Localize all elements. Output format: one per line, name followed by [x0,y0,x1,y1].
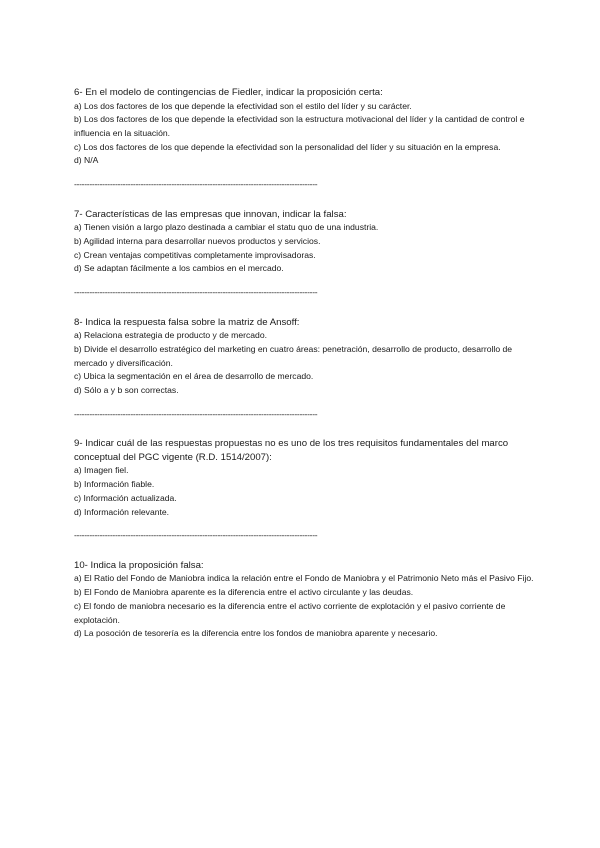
question-10 [74,559,534,641]
question-title: 8- Indica la respuesta falsa sobre la matriz de Ansoff: [74,316,300,328]
option-a: a) Tienen visión a largo plazo destinada a cambiar el statu quo de una industria. [74,222,379,233]
question-8 [74,316,534,398]
option-a: a) Relaciona estrategia de producto y de mercado. [74,330,267,341]
option-d: d) N/A [74,155,99,166]
option-b: b) El Fondo de Maniobra aparente es la diferencia entre el activo circulante y las deudas. [74,587,414,598]
option-a: a) Imagen fiel. [74,465,129,476]
question-title: 9- Indicar cuál de las respuestas propuestas no es uno de los tres requisitos fundamentales del marco conceptual del PGC vigente (R.D. 1514/2007): [74,438,509,463]
question-title: 6- En el modelo de contingencias de Fiedler, indicar la proposición certa: [74,87,383,98]
option-d: d) Información relevante. [74,506,170,517]
question-title: 7- Características de las empresas que innovan, indicar la falsa: [74,208,347,220]
document-page [74,86,534,641]
question-6 [74,86,534,168]
separator-line: ----------------------------------------------------------------------------------------------- [74,530,318,541]
option-c: c) Ubica la segmentación en el área de desarrollo de mercado. [74,371,314,382]
option-b: b) Información fiable. [74,479,155,490]
option-b: b) Los dos factores de los que depende la efectividad son la estructura motivacional del líder y la cantidad de control e influencia en la situación. [74,114,525,138]
separator-line: ----------------------------------------------------------------------------------------------- [74,408,318,419]
option-d: d) Se adaptan fácilmente a los cambios en el mercado. [74,263,284,274]
option-b: b) Agilidad interna para desarrollar nuevos productos y servicios. [74,235,321,246]
question-9 [74,437,534,519]
option-c: c) Crean ventajas competitivas completamente improvisadoras. [74,249,316,260]
option-c: c) El fondo de maniobra necesario es la diferencia entre el activo corriente de explotación y el pasivo corriente de explotación. [74,600,506,625]
option-a: a) El Ratio del Fondo de Maniobra indica la relación entre el Fondo de Maniobra y el Patrimonio Neto más el Pasivo Fijo. [74,573,534,584]
option-c: c) Información actualizada. [74,492,177,503]
option-c: c) Los dos factores de los que depende la efectividad son la personalidad del líder y su situación en la empresa. [74,141,501,152]
separator-line: ----------------------------------------------------------------------------------------------- [74,179,318,190]
separator-line: ----------------------------------------------------------------------------------------------- [74,287,318,298]
option-a: a) Los dos factores de los que depende la efectividad son el estilo del líder y su carácter. [74,100,412,111]
question-7 [74,208,534,276]
option-d: d) La posoción de tesorería es la diferencia entre los fondos de maniobra aparente y necesario. [74,628,438,639]
option-d: d) Sólo a y b son correctas. [74,385,179,396]
question-title: 10- Indica la proposición falsa: [74,559,204,571]
option-b: b) Divide el desarrollo estratégico del marketing en cuatro áreas: penetración, desarrollo de producto, desarrollo de mercado y diversificación. [74,343,513,368]
